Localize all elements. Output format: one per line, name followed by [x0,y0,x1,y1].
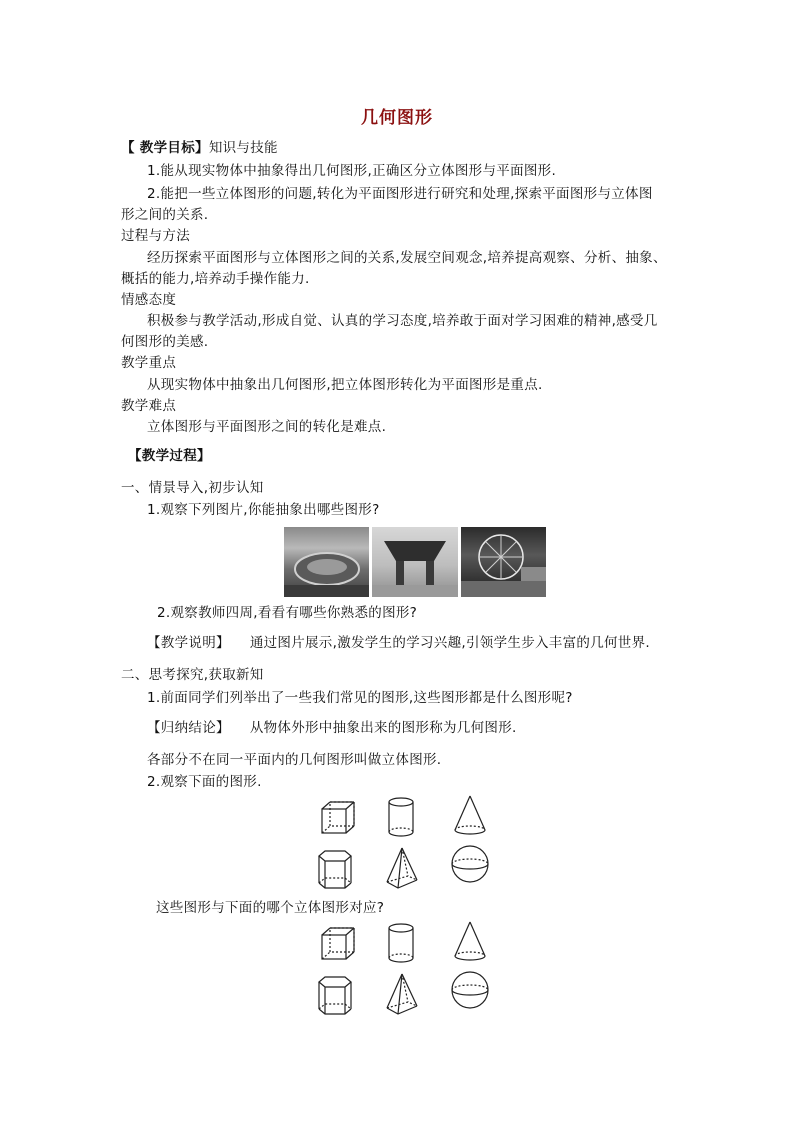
teaching-process-heading: 【教学过程】 [128,448,211,464]
section1-note [147,633,650,653]
hexagonal-prism-icon [319,977,351,1014]
process-method-heading: 过程与方法 [121,228,190,244]
hexagonal-prism-icon [319,851,351,888]
section1-question2: 2.观察教师四周,看看有哪些你熟悉的图形? [157,605,418,621]
solid-shapes-grid-1 [310,794,510,890]
objectives-subheading: 知识与技能 [208,140,278,156]
section2-heading: 二、思考探究,获取新知 [121,667,264,683]
conclusion-label: 【归纳结论】 [147,720,230,736]
objectives-bracket: 【 教学目标】 [121,140,209,156]
objective-k2-line2: 形之间的关系. [121,207,209,223]
page-title: 几何图形 [361,108,433,128]
sphere-icon [452,972,488,1008]
section1-heading: 一、情景导入,初步认知 [121,480,264,496]
pavilion-photo [372,527,457,597]
cone-icon [455,922,485,960]
solid-shapes-grid-2 [310,920,510,1016]
process-method-line1: 经历探索平面图形与立体图形之间的关系,发展空间观念,培养提高观察、分析、抽象、 [147,250,667,266]
section2-question1: 1.前面同学们列举出了一些我们常见的图形,这些图形都是什么图形呢? [147,690,573,706]
objectives-header [121,138,278,158]
section2-question3: 这些图形与下面的哪个立体图形对应? [156,900,385,916]
objective-k1: 1.能从现实物体中抽象得出几何图形,正确区分立体图形与平面图形. [147,163,557,179]
sphere-icon [452,846,488,882]
process-method-line2: 概括的能力,培养动手操作能力. [121,271,310,287]
objective-k2-line1: 2.能把一些立体图形的问题,转化为平面图形进行研究和处理,探索平面图形与立体图 [147,186,653,202]
section2-question2: 2.观察下面的图形. [147,774,262,790]
teaching-note-label: 【教学说明】 [147,635,230,651]
cylinder-icon [389,924,413,962]
stadium-photo [284,527,369,597]
teaching-note-text: 通过图片展示,激发学生的学习兴趣,引领学生步入丰富的几何世界. [249,635,650,651]
ferris-wheel-photo [461,527,546,597]
attitude-line1: 积极参与教学活动,形成自觉、认真的学习态度,培养敢于面对学习困难的精神,感受几 [147,313,658,329]
cube-icon [322,928,354,959]
pyramid-icon [387,974,417,1014]
photo-strip [284,527,546,597]
cylinder-icon [389,798,413,836]
difficulty-heading: 教学难点 [121,398,177,414]
cube-icon [322,802,354,833]
solid-figure-definition: 各部分不在同一平面内的几何图形叫做立体图形. [147,752,442,768]
attitude-heading: 情感态度 [121,292,177,308]
key-point-heading: 教学重点 [121,355,177,371]
section1-question1: 1.观察下列图片,你能抽象出哪些图形? [147,502,380,518]
key-point-line: 从现实物体中抽象出几何图形,把立体图形转化为平面图形是重点. [147,377,543,393]
pyramid-icon [387,848,417,888]
conclusion-text: 从物体外形中抽象出来的图形称为几何图形. [249,720,517,736]
attitude-line2: 何图形的美感. [121,334,209,350]
section2-conclusion [147,718,517,738]
cone-icon [455,796,485,834]
difficulty-line: 立体图形与平面图形之间的转化是难点. [147,419,387,435]
